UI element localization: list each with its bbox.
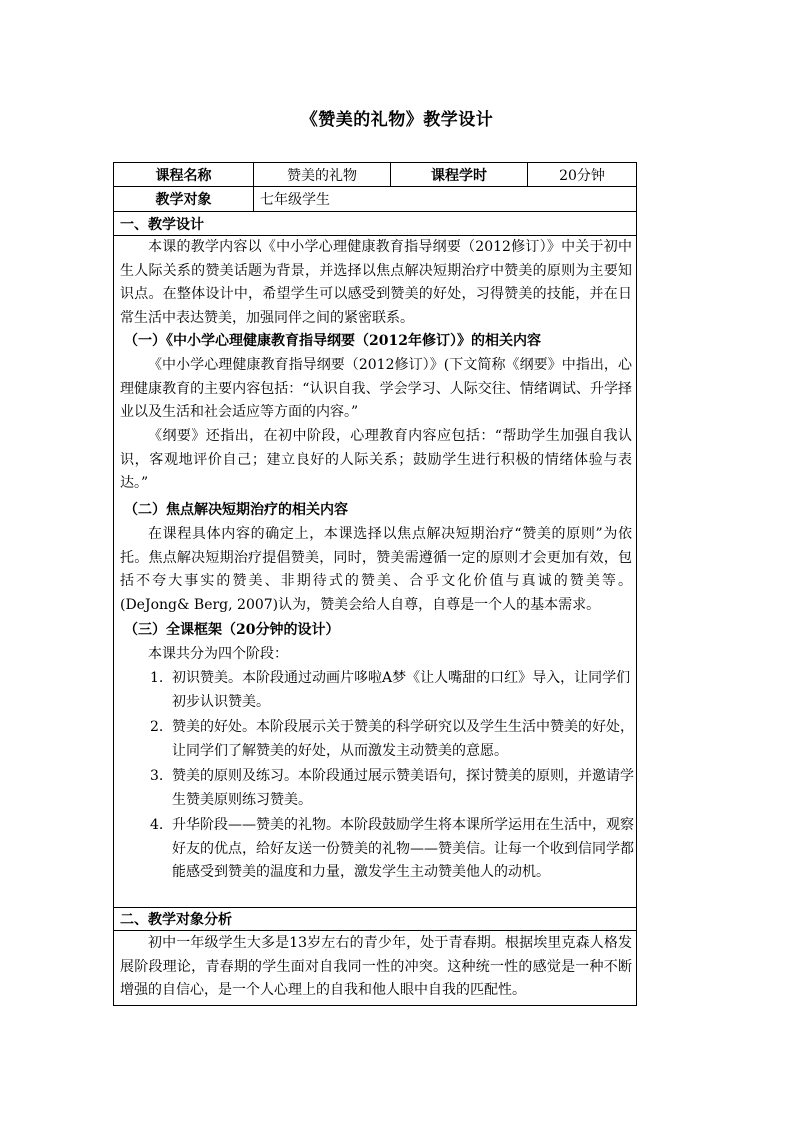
course-name-label: 课程名称 xyxy=(114,163,254,186)
stage-number: 4. xyxy=(150,817,164,833)
stage-text: 初识赞美。本阶段通过动画片哆啦A梦《让人嘴甜的口红》导入，让同学们初步认识赞美。 xyxy=(172,670,631,710)
list-item xyxy=(150,716,634,763)
lesson-plan-table xyxy=(113,162,637,1006)
target-value: 七年级学生 xyxy=(260,192,330,208)
analysis-paragraph: 初中一年级学生大多是13岁左右的青少年，处于青春期。根据埃里克森人格发展阶段理论，青春期的学生面对自我同一性的冲突。这种统一性的感觉是一种不断增强的自信心，是一个人心理上的自我和他人眼中自我的匹配性。 xyxy=(120,935,632,998)
guideline-paragraph-1: 《中小学心理健康教育指导纲要（2012修订）》(下文简称《纲要》中指出，心理健康教育的主要内容包括：“认识自我、学会学习、人际交往、情绪调试、升学择业以及生活和社会适应等方面的内容。” xyxy=(120,357,632,420)
list-item xyxy=(150,765,634,812)
list-item xyxy=(150,814,634,885)
subheading-guideline: （一）《中小学心理健康教育指导纲要（2012年修订）》的相关内容 xyxy=(124,333,541,349)
stage-list xyxy=(150,667,634,887)
stage-number: 3. xyxy=(150,768,164,784)
document-title: 《赞美的礼物》教学设计 xyxy=(300,110,494,130)
course-name-value: 赞美的礼物 xyxy=(254,163,391,186)
stage-number: 2. xyxy=(150,719,164,735)
stage-text: 升华阶段——赞美的礼物。本阶段鼓励学生将本课所学运用在生活中，观察好友的优点，给好友送一份赞美的礼物——赞美信。让每一个收到信同学都能感受到赞美的温度和力量，激发学生主动赞美他人的动机。 xyxy=(172,817,634,880)
section1-intro: 本课的教学内容以《中小学心理健康教育指导纲要（2012修订）》中关于初中生人际关系的赞美话题为背景，并选择以焦点解决短期治疗中赞美的原则为主要知识点。在整体设计中，希望学生可以感受到赞美的好处，习得赞美的技能，并在日常生活中表达赞美，加强同伴之间的紧密联系。 xyxy=(120,239,632,326)
course-hours-label: 课程学时 xyxy=(391,163,528,186)
section-heading-design: 一、教学设计 xyxy=(114,212,636,236)
framework-intro: 本课共分为四个阶段： xyxy=(148,646,288,662)
guideline-paragraph-2: 《纲要》还指出，在初中阶段，心理教育内容应包括：“帮助学生加强自我认识，客观地评价自己；建立良好的人际关系；鼓励学生进行积极的情绪体验与表达。” xyxy=(120,428,632,491)
target-label: 教学对象 xyxy=(114,187,254,211)
table-row-course xyxy=(114,163,636,187)
stage-text: 赞美的原则及练习。本阶段通过展示赞美语句，探讨赞美的原则，并邀请学生赞美原则练习赞美。 xyxy=(172,768,634,808)
course-hours-value: 20分钟 xyxy=(559,167,605,184)
subheading-framework: （三）全课框架（20分钟的设计） xyxy=(124,622,340,638)
list-item xyxy=(150,667,634,714)
stage-text: 赞美的好处。本阶段展示关于赞美的科学研究以及学生生活中赞美的好处，让同学们了解赞美的好处，从而激发主动赞美的意愿。 xyxy=(172,719,634,759)
section-heading-analysis: 二、教学对象分析 xyxy=(114,907,636,931)
subheading-sfbt: （二）焦点解决短期治疗的相关内容 xyxy=(124,502,348,518)
sfbt-paragraph: 在课程具体内容的确定上，本课选择以焦点解决短期治疗“赞美的原则”为依托。焦点解决短期治疗提倡赞美，同时，赞美需遵循一定的原则才会更加有效，包括不夸大事实的赞美、非期待式的赞美、合乎文化价值与真诚的赞美等。(DeJong& Berg, 2007)认为，赞美会给人自尊，自尊是一个人的基本需求。 xyxy=(120,526,632,613)
stage-number: 1. xyxy=(150,670,164,686)
table-row-target xyxy=(114,187,636,212)
